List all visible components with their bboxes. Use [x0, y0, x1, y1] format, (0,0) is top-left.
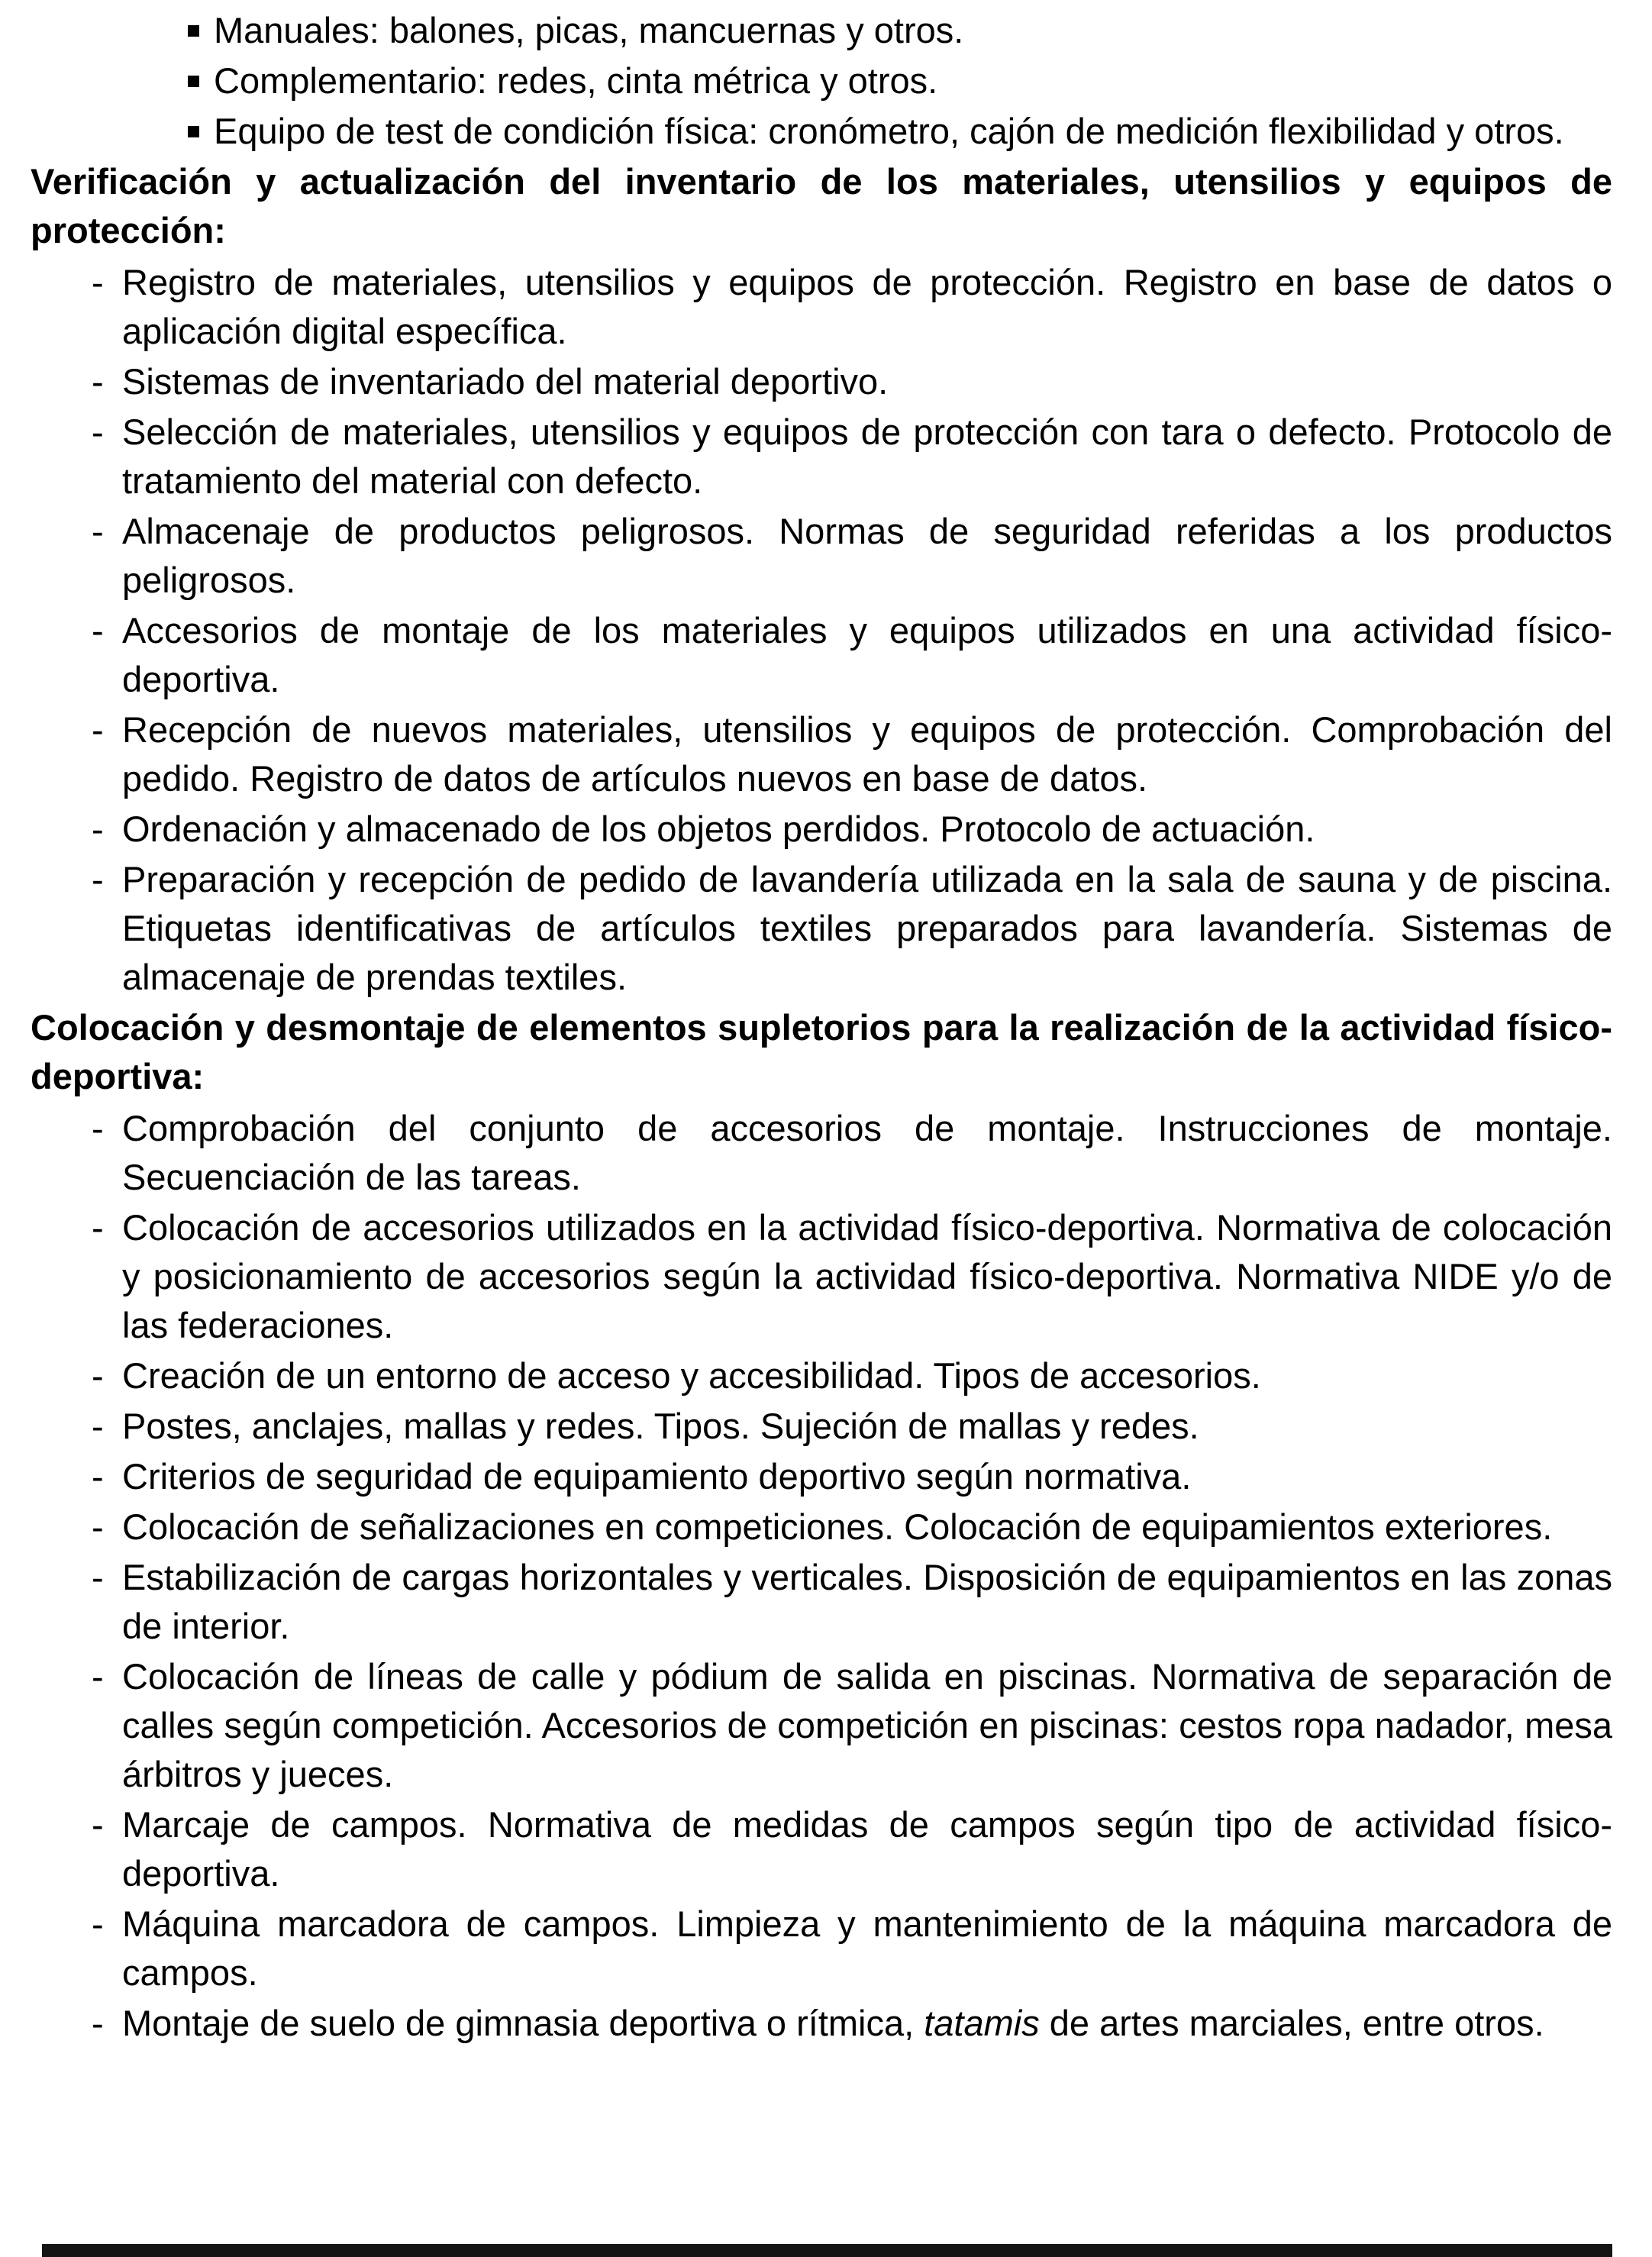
list-item — [31, 6, 1612, 55]
dash-bullet: - — [92, 511, 104, 551]
dash-bullet: - — [92, 1108, 104, 1148]
list-item-text: Criterios de seguridad de equipamiento deportivo según normativa. — [122, 1456, 1192, 1497]
list-item — [31, 408, 1612, 505]
list-item-text: Colocación de líneas de calle y pódium de salida en piscinas. Normativa de separación de calles según competición. Accesorios de competición en piscinas: cestos ropa nadador, mesa árbitros y jueces. — [122, 1656, 1612, 1794]
list-item-text: Colocación de accesorios utilizados en la actividad físico-deportiva. Normativa de colocación y posicionamiento de accesorios según la actividad físico-deportiva. Normativa NIDE y/o de las federaciones. — [122, 1207, 1612, 1345]
equipment-intro-list — [31, 6, 1612, 156]
footer-bar — [42, 2244, 1612, 2257]
section-heading-colocacion: Colocación y desmontaje de elementos supletorios para la realización de la actividad físico-deportiva: — [31, 1007, 1612, 1096]
dash-bullet: - — [92, 1557, 104, 1597]
list-item — [31, 1553, 1612, 1651]
dash-bullet: - — [92, 859, 104, 899]
list-item-text: Estabilización de cargas horizontales y verticales. Disposición de equipamientos en las zonas de interior. — [122, 1557, 1612, 1646]
list-item — [31, 1999, 1612, 2048]
square-bullet-icon — [188, 25, 199, 37]
dash-bullet: - — [92, 262, 104, 302]
list-item — [31, 1104, 1612, 1202]
list-item — [31, 1900, 1612, 1997]
square-bullet-icon — [188, 76, 199, 87]
dash-bullet: - — [92, 2003, 104, 2043]
dash-bullet: - — [92, 1656, 104, 1697]
list-item-text: Sistemas de inventariado del material deportivo. — [122, 361, 889, 402]
list-item-text-pre: Montaje de suelo de gimnasia deportiva o rítmica, — [122, 2003, 924, 2043]
list-item — [31, 1652, 1612, 1799]
list-item — [31, 1503, 1612, 1551]
list-item-text: Recepción de nuevos materiales, utensilios y equipos de protección. Comprobación del pedido. Registro de datos de artículos nuevos en base de datos. — [122, 709, 1612, 799]
list-item — [31, 1402, 1612, 1451]
dash-bullet: - — [92, 361, 104, 402]
verificacion-list — [31, 258, 1612, 1002]
list-item-text: Almacenaje de productos peligrosos. Normas de seguridad referidas a los productos peligrosos. — [122, 511, 1612, 600]
list-item-text: Manuales: balones, picas, mancuernas y otros. — [214, 10, 964, 50]
list-item — [31, 57, 1612, 105]
list-item-text: Accesorios de montaje de los materiales y equipos utilizados en una actividad físico-deportiva. — [122, 610, 1612, 699]
dash-bullet: - — [92, 1903, 104, 1944]
list-item — [31, 1203, 1612, 1350]
italic-term: tatamis — [924, 2003, 1040, 2043]
list-item — [31, 107, 1612, 156]
list-item-text: Marcaje de campos. Normativa de medidas de campos según tipo de actividad físico-deportiva. — [122, 1804, 1612, 1894]
dash-bullet: - — [92, 1804, 104, 1845]
dash-bullet: - — [92, 412, 104, 452]
list-item-text: Complementario: redes, cinta métrica y otros. — [214, 60, 938, 101]
dash-bullet: - — [92, 1406, 104, 1446]
list-item — [31, 855, 1612, 1002]
dash-bullet: - — [92, 1506, 104, 1547]
list-item — [31, 706, 1612, 803]
list-item-text-post: de artes marciales, entre otros. — [1039, 2003, 1544, 2043]
list-item-text: Máquina marcadora de campos. Limpieza y mantenimiento de la máquina marcadora de campos. — [122, 1903, 1612, 1993]
list-item — [31, 805, 1612, 854]
list-item — [31, 357, 1612, 406]
list-item — [31, 507, 1612, 605]
list-item — [31, 1800, 1612, 1898]
list-item-text: Preparación y recepción de pedido de lavandería utilizada en la sala de sauna y de piscina. Etiquetas identificativas de artículos textiles preparados para lavandería. Sistemas de almacenaje de prendas textiles. — [122, 859, 1612, 997]
list-item-text: Creación de un entorno de acceso y accesibilidad. Tipos de accesorios. — [122, 1355, 1261, 1396]
list-item — [31, 258, 1612, 356]
dash-bullet: - — [92, 610, 104, 651]
square-bullet-icon — [188, 126, 199, 137]
dash-bullet: - — [92, 709, 104, 750]
list-item — [31, 1351, 1612, 1400]
list-item-text — [122, 2003, 1544, 2043]
dash-bullet: - — [92, 1207, 104, 1248]
list-item-text: Ordenación y almacenado de los objetos perdidos. Protocolo de actuación. — [122, 809, 1315, 849]
dash-bullet: - — [92, 809, 104, 849]
list-item — [31, 606, 1612, 704]
dash-bullet: - — [92, 1456, 104, 1497]
dash-bullet: - — [92, 1355, 104, 1396]
colocacion-list — [31, 1104, 1612, 2048]
list-item-text: Registro de materiales, utensilios y equipos de protección. Registro en base de datos o aplicación digital específica. — [122, 262, 1612, 351]
list-item-text: Selección de materiales, utensilios y equipos de protección con tara o defecto. Protocolo de tratamiento del material con defecto. — [122, 412, 1612, 501]
list-item-text: Colocación de señalizaciones en competiciones. Colocación de equipamientos exteriores. — [122, 1506, 1553, 1547]
section-heading-verificacion: Verificación y actualización del inventario de los materiales, utensilios y equipos de protección: — [31, 161, 1612, 250]
list-item-text: Postes, anclajes, mallas y redes. Tipos. Sujeción de mallas y redes. — [122, 1406, 1199, 1446]
list-item — [31, 1452, 1612, 1501]
list-item-text: Comprobación del conjunto de accesorios de montaje. Instrucciones de montaje. Secuenciación de las tareas. — [122, 1108, 1612, 1197]
list-item-text: Equipo de test de condición física: cronómetro, cajón de medición flexibilidad y otros. — [214, 111, 1564, 151]
